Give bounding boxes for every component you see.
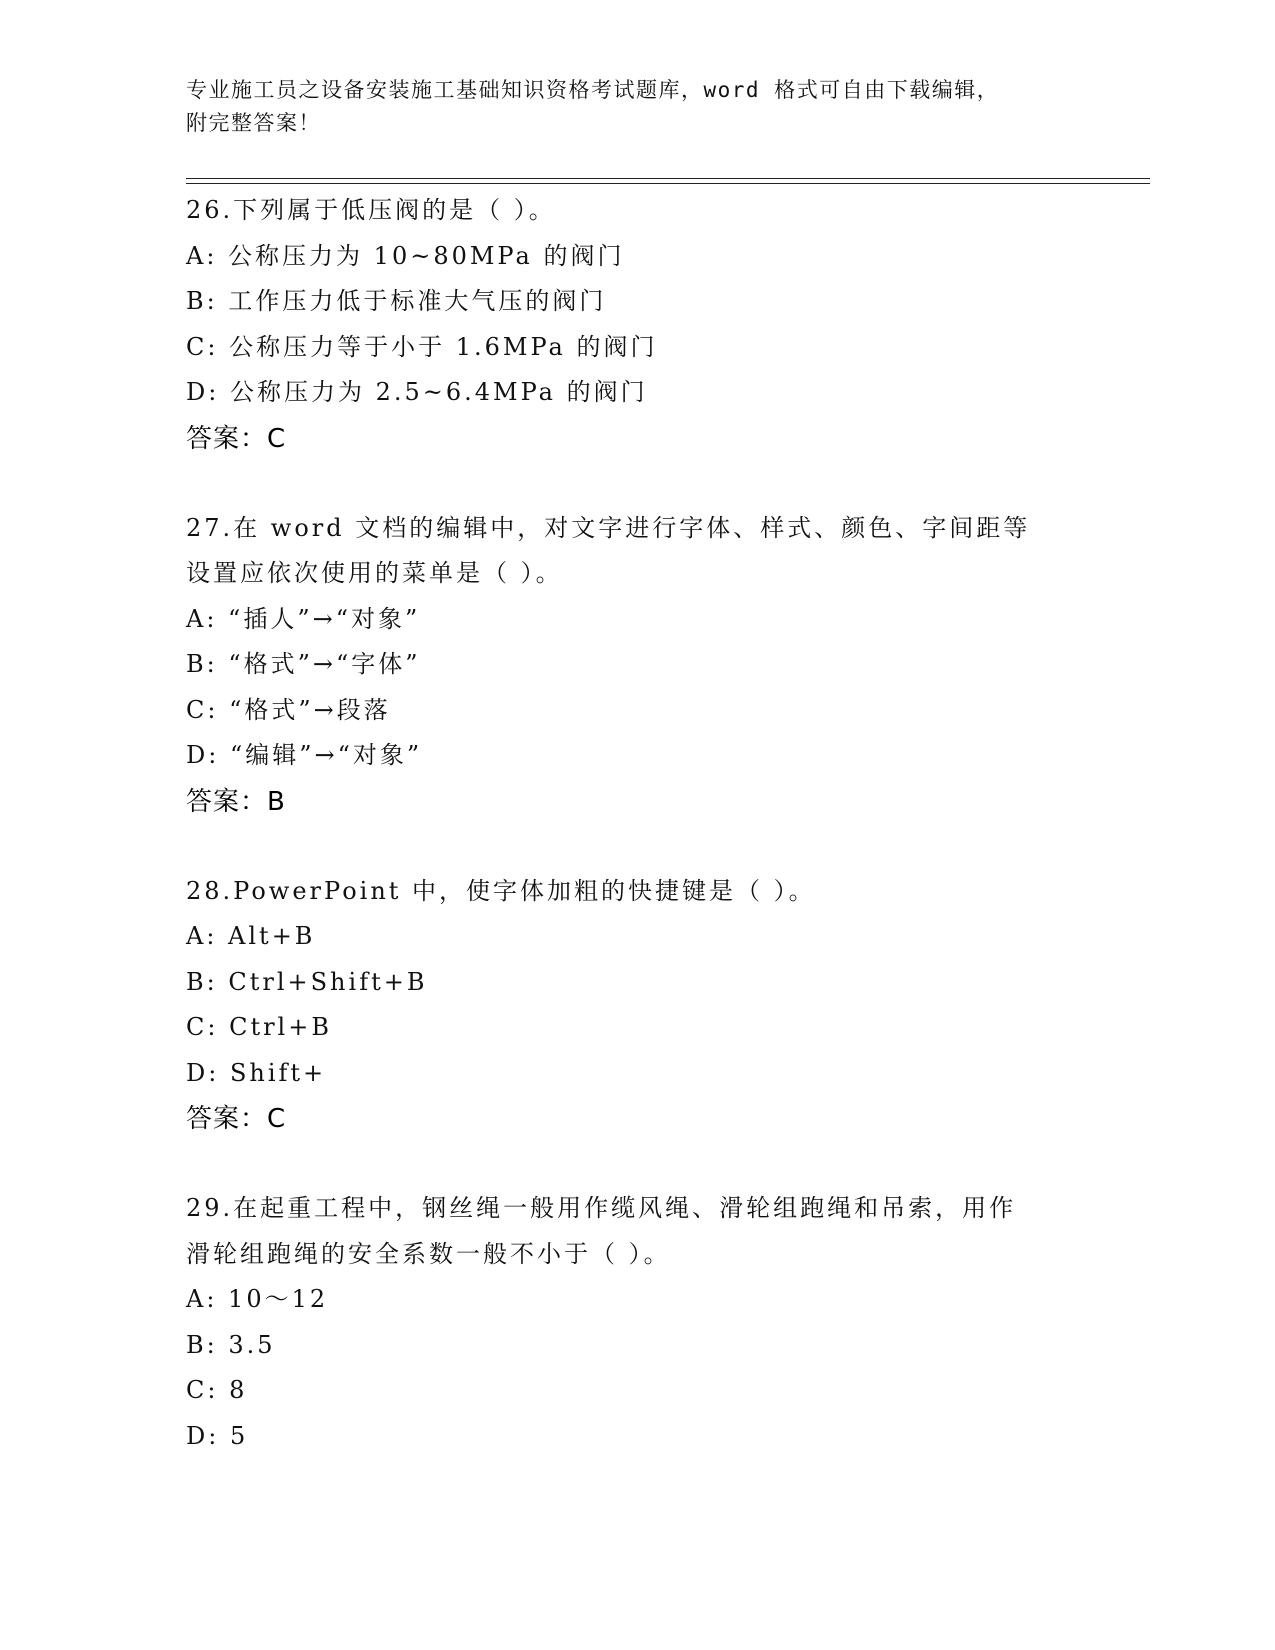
document-header — [186, 74, 1086, 140]
option-c: C: 8 — [186, 1376, 248, 1404]
option-d: D: 公称压力为 2.5~6.4MPa 的阀门 — [186, 378, 648, 406]
header-line-1: 专业施工员之设备安装施工基础知识资格考试题库，word 格式可自由下载编辑， — [186, 78, 1000, 102]
question-stem: 26.下列属于低压阀的是（ ）。 — [186, 196, 556, 224]
question-stem: 29.在起重工程中，钢丝绳一般用作缆风绳、滑轮组跑绳和吊索，用作 — [186, 1194, 1017, 1222]
answer-line: 答案：C — [186, 1104, 287, 1134]
question-27 — [186, 506, 1086, 825]
question-stem-continued: 设置应依次使用的菜单是（ ）。 — [186, 559, 563, 587]
question-stem: 27.在 word 文档的编辑中，对文字进行字体、样式、颜色、字间距等 — [186, 513, 1031, 542]
option-b: B: “格式”→“字体” — [186, 650, 421, 678]
option-b: B: 工作压力低于标准大气压的阀门 — [186, 287, 607, 315]
option-d: D: 5 — [186, 1421, 249, 1450]
option-b: B: 3.5 — [186, 1330, 276, 1359]
option-d: D: “编辑”→“对象” — [186, 741, 423, 769]
option-a: A: Alt+B — [186, 922, 316, 950]
option-c: C: “格式”→段落 — [186, 695, 391, 724]
question-29 — [186, 1186, 1086, 1459]
answer-line: 答案：B — [186, 786, 286, 817]
header-divider-top — [186, 178, 1150, 179]
header-line-2: 附完整答案！ — [186, 111, 321, 135]
option-a: A: 10～12 — [186, 1285, 329, 1313]
option-c: C: 公称压力等于小于 1.6MPa 的阀门 — [186, 332, 658, 361]
question-28 — [186, 869, 1086, 1143]
question-stem-continued: 滑轮组跑绳的安全系数一般不小于（ ）。 — [186, 1239, 671, 1268]
option-d: D: Shift+ — [186, 1058, 327, 1087]
option-c: C: Ctrl+B — [186, 1013, 332, 1041]
question-list — [186, 188, 1086, 1503]
option-a: A: “插人”→“对象” — [186, 604, 421, 633]
option-a: A: 公称压力为 10~80MPa 的阀门 — [186, 241, 625, 270]
option-b: B: Ctrl+Shift+B — [186, 967, 428, 996]
question-stem: 28.PowerPoint 中，使字体加粗的快捷键是（ ）。 — [186, 876, 816, 905]
header-divider-bottom — [186, 183, 1150, 184]
question-26 — [186, 188, 1086, 462]
answer-line: 答案：C — [186, 423, 287, 454]
